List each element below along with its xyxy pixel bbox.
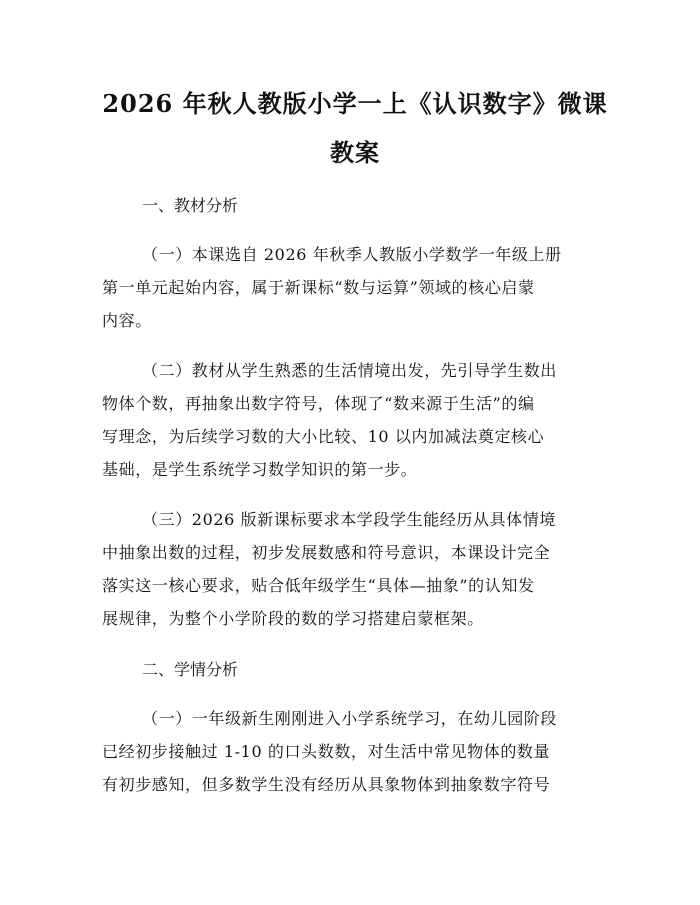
document-title-line-1: 2026 年秋人教版小学一上《认识数字》微课	[102, 89, 608, 118]
paragraph-line: 基础，是学生系统学习数学知识的第一步。	[102, 460, 418, 479]
paragraph-line: 中抽象出数的过程，初步发展数感和符号意识，本课设计完全	[102, 543, 551, 562]
document-title-line-2: 教案	[330, 138, 380, 167]
paragraph-line: （一）一年级新生刚刚进入小学系统学习，在幼儿园阶段	[142, 709, 558, 728]
paragraph-line: 展规律，为整个小学阶段的数的学习搭建启蒙框架。	[102, 609, 484, 628]
paragraph-line: 第一单元起始内容，属于新课标“数与运算”领域的核心启蒙	[102, 278, 535, 297]
paragraph-line: 已经初步接触过 1-10 的口头数数，对生活中常见物体的数量	[102, 742, 551, 761]
paragraph-line: （二）教材从学生熟悉的生活情境出发，先引导学生数出	[142, 361, 558, 380]
paragraph-line: 有初步感知，但多数学生没有经历从具象物体到抽象数字符号	[102, 775, 551, 794]
paragraph-line: （一）本课选自 2026 年秋季人教版小学数学一年级上册	[142, 245, 562, 264]
section-heading-student-analysis: 二、学情分析	[142, 660, 239, 679]
paragraph-line: 落实这一核心要求，贴合低年级学生“具体—抽象”的认知发	[102, 576, 535, 595]
section-heading-textbook-analysis: 一、教材分析	[142, 196, 239, 215]
paragraph-line: 物体个数，再抽象出数字符号，体现了“数来源于生活”的编	[102, 394, 535, 413]
paragraph-line: 写理念，为后续学习数的大小比较、10 以内加减法奠定核心	[102, 427, 545, 446]
paragraph-line: （三）2026 版新课标要求本学段学生能经历从具体情境	[142, 510, 557, 529]
paragraph-line: 内容。	[102, 311, 152, 330]
